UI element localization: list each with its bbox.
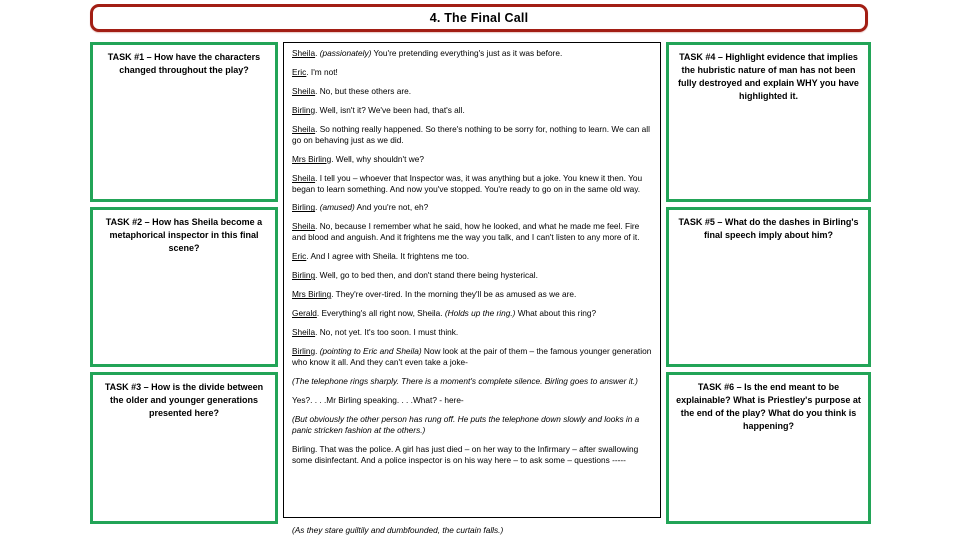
- script-line: Eric. I'm not!: [292, 66, 338, 77]
- task-2-label: TASK #2 – How has Sheila become a metaphorical inspector in this final scene?: [105, 217, 263, 254]
- closing-stage-direction: (As they stare guiltily and dumbfounded, the curtain falls.): [292, 525, 504, 535]
- script-line: Sheila. (passionately) You're pretending everything's just as it was before.: [292, 48, 563, 58]
- script-line: Mrs Birling. Well, why shouldn't we?: [292, 153, 424, 164]
- script-line: Sheila. I tell you – whoever that Inspector was, it was anything but a joke. You knew it then. You began to learn something. And now you've stopped. You're ready to go on in the same old way.: [292, 172, 643, 194]
- task-3-label: TASK #3 – How is the divide between the older and younger generations presented here?: [104, 382, 264, 419]
- task-4-label: TASK #4 – Highlight evidence that implies the hubristic nature of man has not been fully destroyed and explain WHY you have highlighted it.: [678, 52, 859, 102]
- script-line: (But obviously the other person has rung off. He puts the telephone down slowly and looks in a panic stricken fashion at the others.): [292, 413, 640, 435]
- task-box-5: [666, 207, 871, 367]
- script-line: Sheila. No, because I remember what he said, how he looked, and what he made me feel. Fire and blood and anguish. And it frightens me the way you talk, and I can't listen to any more of it.: [292, 221, 640, 243]
- task-box-6: [666, 372, 871, 524]
- task-box-3: [90, 372, 278, 524]
- script-line: Sheila. No, not yet. It's too soon. I must think.: [292, 327, 459, 337]
- script-line: Birling. That was the police. A girl has just died – on her way to the Infirmary – after swallowing some disinfectant. And a police inspector is on his way here – to ask some – questions -----: [292, 443, 639, 465]
- task-box-2: [90, 207, 278, 367]
- script-line: Birling. Well, isn't it? We've been had, that's all.: [292, 104, 465, 115]
- script-line: (The telephone rings sharply. There is a moment's complete silence. Birling goes to answer it.): [292, 375, 638, 386]
- task-6-label: TASK #6 – Is the end meant to be explainable? What is Priestley's purpose at the end of the play? What do you think is happening?: [676, 382, 861, 432]
- task-1-label: TASK #1 – How have the characters changed throughout the play?: [107, 52, 261, 76]
- script-line: Gerald. Everything's all right now, Sheila. (Holds up the ring.) What about this ring?: [292, 308, 597, 319]
- script-line: Eric. And I agree with Sheila. It frightens me too.: [292, 251, 470, 262]
- script-line: Sheila. No, but these others are.: [292, 85, 412, 96]
- script-line: Yes?. . . .Mr Birling speaking. . . .What? - here-: [292, 394, 464, 405]
- task-box-4: [666, 42, 871, 202]
- title-bar: [90, 4, 868, 32]
- script-line: Birling. (amused) And you're not, eh?: [292, 202, 429, 213]
- script-line: Mrs Birling. They're over-tired. In the morning they'll be as amused as we are.: [292, 289, 577, 300]
- script-line: Birling. (pointing to Eric and Sheila) Now look at the pair of them – the famous younger generation who know it all. And they can't even take a joke-: [292, 345, 652, 367]
- script-line: Birling. Well, go to bed then, and don't stand there being hysterical.: [292, 270, 538, 281]
- script-box: [283, 42, 661, 518]
- task-5-label: TASK #5 – What do the dashes in Birling's final speech imply about him?: [678, 217, 859, 241]
- task-box-1: [90, 42, 278, 202]
- script-line: Sheila. So nothing really happened. So there's nothing to be sorry for, nothing to learn. We can all go on behaving just as we did.: [292, 123, 650, 145]
- page-title: 4. The Final Call: [429, 11, 529, 25]
